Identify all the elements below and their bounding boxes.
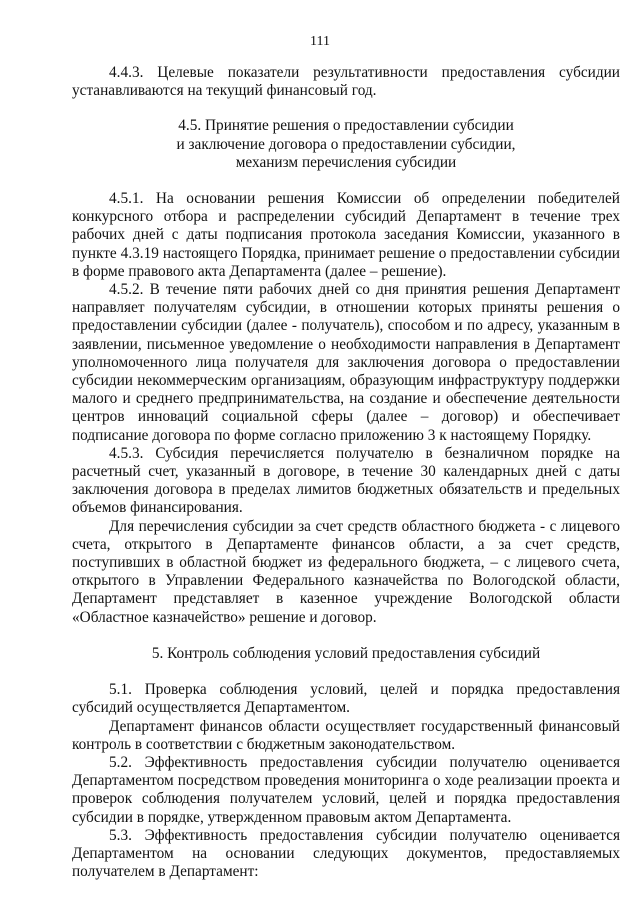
paragraph-4-5-1: 4.5.1. На основании решения Комиссии об определении победителей конкурсного отбора и распределении субсидий Департамент в течение трех рабочих дней с даты подписания протокола заседания Комиссии, указанного в пункте 4.3.19 настоящего Порядка, принимает решение о предоставлении субсидии в форме правового акта Департамента (далее – решение). (72, 190, 620, 280)
document-body (72, 64, 620, 881)
paragraph-4-5-2: 4.5.2. В течение пяти рабочих дней со дня принятия решения Департамент направляет получателям субсидии, в отношении которых приняты решения о предоставлении субсидии (далее - получатель), способом и по адресу, указанным в заявлении, письменное уведомление о необходимости направления в Департамент уполномоченного лица получателя для заключения договора о предоставлении субсидии некоммерческим организациям, образующим инфраструктуру поддержки малого и среднего предпринимательства, на создание и обеспечение деятельности центров инноваций социальной сферы (далее – договор) и обеспечивает подписание договора по форме согласно приложению 3 к настоящему Порядку. (72, 281, 620, 444)
paragraph-5-2: 5.2. Эффективность предоставления субсидии получателю оценивается Департаментом посредством проведения мониторинга о ходе реализации проекта и проверок соблюдения получателем условий, целей и порядка предоставления субсидии в порядке, утвержденном правовым актом Департамента. (72, 753, 620, 826)
paragraph-4-4-3: 4.4.3. Целевые показатели результативности предоставления субсидии устанавливаются на текущий финансовый год. (72, 64, 620, 100)
paragraph-transfer: Для перечисления субсидии за счет средств областного бюджета - с лицевого счета, открытого в Департаменте финансов области, а за счет средств, поступивших в областной бюджет из федерального бюджета, – с лицевого счета, открытого в Управлении Федерального казначейства по Вологодской области, Департамент представляет в казенное учреждение Вологодской области «Областное казначейство» решение и договор. (72, 517, 620, 626)
paragraph-5-1-b: Департамент финансов области осуществляет государственный финансовый контроль в соответствии с бюджетным законодательством. (72, 717, 620, 753)
paragraph-5-1: 5.1. Проверка соблюдения условий, целей и порядка предоставления субсидий осуществляется Департаментом. (72, 681, 620, 717)
paragraph-4-5-3: 4.5.3. Субсидия перечисляется получателю в безналичном порядке на расчетный счет, указанный в договоре, в течение 30 календарных дней с даты заключения договора в пределах лимитов бюджетных обязательств и предельных объемов финансирования. (72, 444, 620, 517)
page-number: 111 (310, 34, 330, 49)
section-heading-4-5-line3: механизм перечисления субсидии (235, 153, 457, 171)
section-heading-5: 5. Контроль соблюдения условий предоставления субсидий (151, 644, 541, 662)
paragraph-5-3: 5.3. Эффективность предоставления субсидии получателю оценивается Департаментом на основании следующих документов, предоставляемых получателем в Департамент: (72, 826, 620, 881)
section-heading-4-5-line1: 4.5. Принятие решения о предоставлении субсидии (178, 117, 514, 135)
section-heading-4-5-line2: и заключение договора о предоставлении субсидии, (176, 135, 516, 153)
